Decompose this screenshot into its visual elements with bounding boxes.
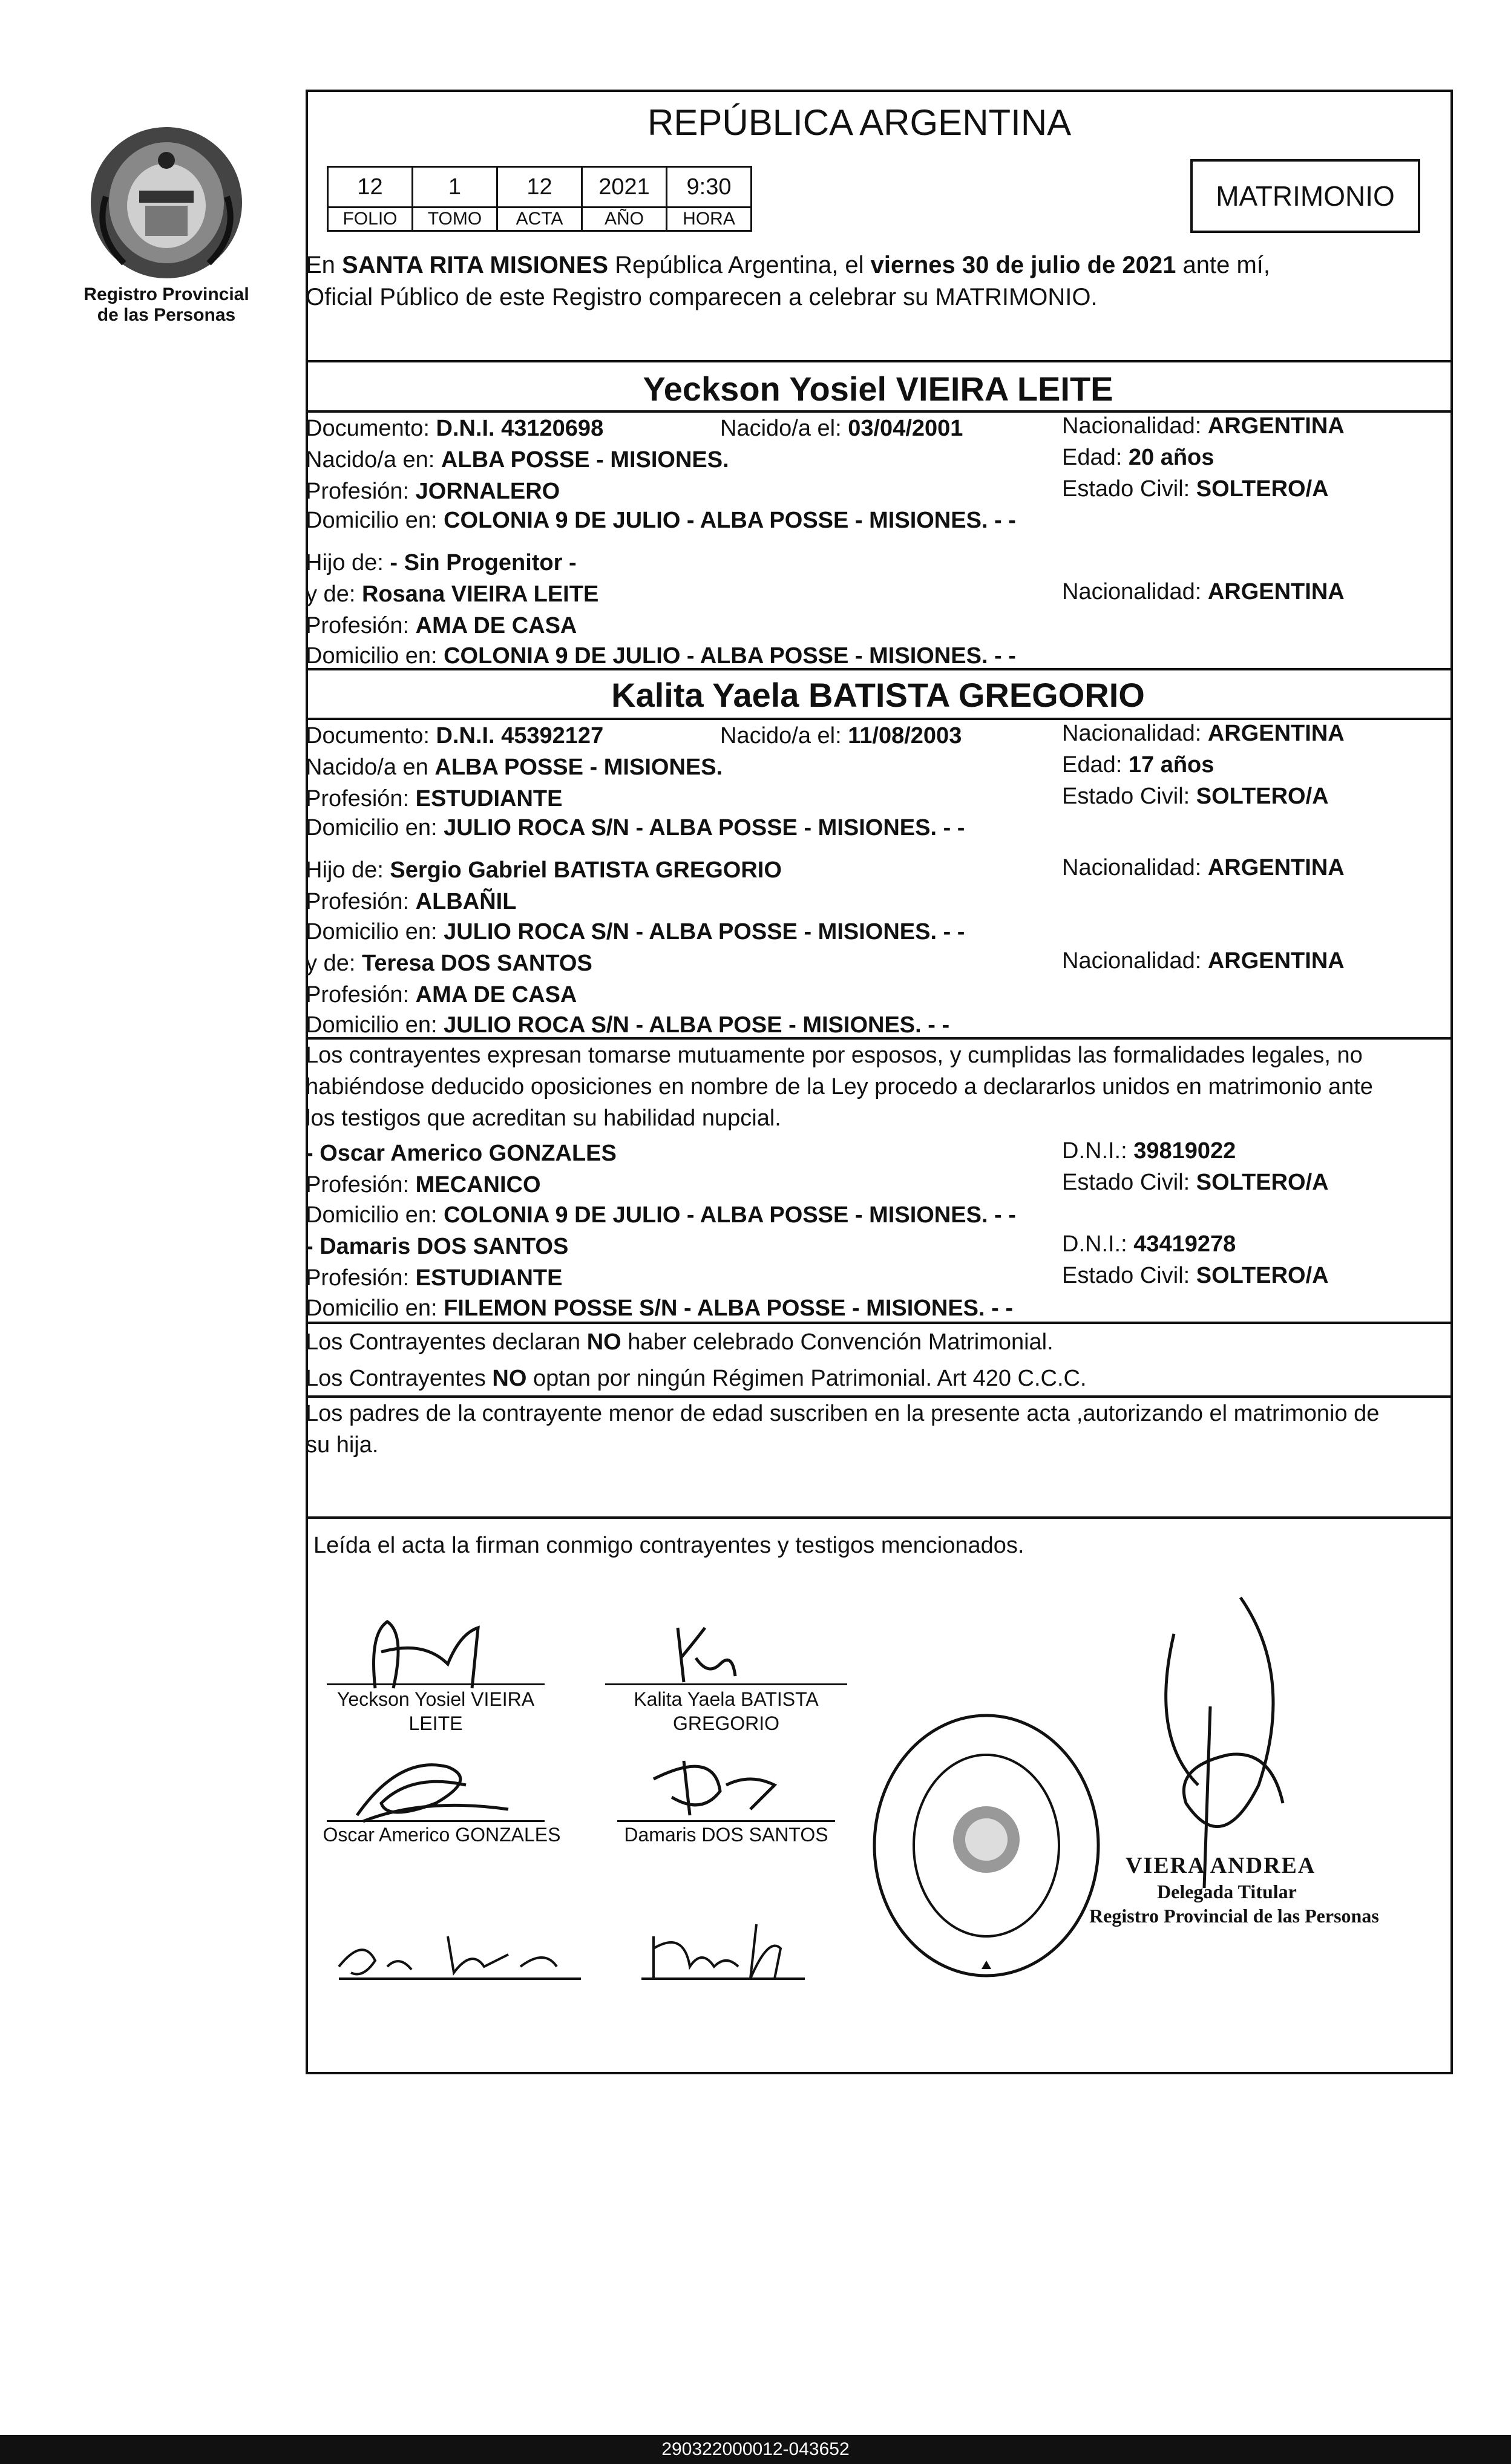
folio-label: FOLIO: [328, 208, 413, 231]
label: Estado Civil:: [1062, 476, 1196, 502]
caption-line: Yeckson Yosiel VIEIRA: [336, 1688, 535, 1710]
value: ESTUDIANTE: [415, 1265, 563, 1291]
signature-line: [605, 1683, 847, 1685]
convention-line1: [306, 1326, 1054, 1358]
label: D.N.I.:: [1062, 1138, 1134, 1164]
label: Nacido/a el:: [720, 723, 848, 749]
bride-civil: [1062, 781, 1329, 812]
intro-text: ante mí,: [1176, 252, 1271, 278]
groom-signature-icon: [327, 1597, 545, 1694]
witness1-name: - Oscar Americo GONZALES: [306, 1141, 617, 1166]
witness1-profession: [306, 1169, 541, 1201]
intro-text: República Argentina, el: [608, 252, 871, 278]
value: 17 años: [1128, 752, 1214, 778]
signature-line: [617, 1820, 835, 1822]
value: MECANICO: [415, 1172, 541, 1198]
folio-value: 12: [328, 167, 413, 208]
bride-born: [720, 720, 962, 752]
label: Nacido/a el:: [720, 416, 848, 441]
signature-line: [327, 1683, 545, 1685]
intro-text: En: [306, 252, 343, 278]
text: haber celebrado Convención Matrimonial.: [621, 1329, 1054, 1355]
label: Profesión:: [306, 479, 416, 504]
label: Documento:: [306, 416, 436, 441]
label: Profesión:: [306, 1172, 416, 1198]
value: JULIO ROCA S/N - ALBA POSSE - MISIONES. - -: [444, 919, 965, 945]
groom-document: [306, 413, 603, 444]
value: Oscar Americo GONZALES: [320, 1141, 617, 1166]
witness2-signature-icon: [629, 1743, 811, 1821]
divider: [306, 668, 1450, 670]
witness2-profession: [306, 1262, 562, 1294]
value: 39819022: [1133, 1138, 1236, 1164]
closing-statement: Leída el acta la firman conmigo contrayentes y testigos mencionados.: [313, 1533, 1024, 1558]
groom-profession: [306, 476, 560, 507]
groom-nat-value: ARGENTINA: [1207, 413, 1345, 439]
value: AMA DE CASA: [415, 982, 577, 1008]
parents-note-line1: Los padres de la contrayente menor de edad suscriben en la presente acta ,autorizando el matrimonio de: [306, 1401, 1380, 1426]
bride-mother-profession: [306, 979, 577, 1011]
label: Domicilio en:: [306, 1202, 444, 1228]
divider: [306, 360, 1450, 362]
value: FILEMON POSSE S/N - ALBA POSSE - MISIONES. - -: [444, 1296, 1014, 1321]
intro-line2: Oficial Público de este Registro comparecen a celebrar su MATRIMONIO.: [306, 284, 1098, 310]
father-signature-icon: [327, 1912, 593, 1991]
footer-barcode-text: 290322000012-043652: [0, 2435, 1511, 2464]
anio-value: 2021: [582, 167, 667, 208]
witness1-civil: [1062, 1167, 1329, 1198]
value: COLONIA 9 DE JULIO - ALBA POSSE - MISIONES. - -: [444, 643, 1016, 669]
groom-birthdate: 03/04/2001: [848, 416, 963, 441]
label: Edad:: [1062, 445, 1129, 470]
bride-nationality: [1062, 718, 1345, 749]
registry-logo: [88, 124, 245, 281]
value: ARGENTINA: [1207, 855, 1345, 880]
value: Damaris DOS SANTOS: [320, 1234, 569, 1259]
intro-date: viernes 30 de julio de 2021: [870, 252, 1176, 278]
value: SOLTERO/A: [1196, 1263, 1329, 1288]
value: 43419278: [1133, 1231, 1236, 1257]
value: AMA DE CASA: [415, 613, 577, 638]
bride-birthdate: 11/08/2003: [848, 723, 962, 749]
registry-index-table: [327, 166, 752, 232]
label: Profesión:: [306, 1265, 416, 1291]
mother-signature-icon: [635, 1912, 817, 1991]
groom-born: [720, 413, 963, 444]
label: Nacionalidad:: [1062, 948, 1208, 974]
value: ESTUDIANTE: [415, 786, 563, 811]
anio-label: AÑO: [582, 208, 667, 231]
label: Nacionalidad:: [1062, 721, 1208, 746]
intro-place: SANTA RITA MISIONES: [342, 252, 609, 278]
signature-line: [327, 1820, 545, 1822]
value: ALBA POSSE - MISIONES.: [434, 755, 723, 780]
caption-line: LEITE: [408, 1712, 463, 1734]
label: Nacido/a en:: [306, 447, 441, 473]
label: y de:: [306, 951, 362, 976]
groom-mother-profession: [306, 610, 577, 641]
groom-age: [1062, 442, 1214, 473]
bride-document: [306, 720, 603, 752]
label: Domicilio en:: [306, 1296, 444, 1321]
value: JULIO ROCA S/N - ALBA POSE - MISIONES. - -: [444, 1012, 950, 1038]
groom-mother-nationality: [1062, 576, 1345, 608]
bride-father-nationality: [1062, 852, 1345, 883]
witness1-signature-caption: Oscar Americo GONZALES: [323, 1824, 561, 1846]
official-office: Registro Provincial de las Personas: [1089, 1905, 1379, 1927]
label: Profesión:: [306, 982, 416, 1008]
witness1-dni: [1062, 1135, 1236, 1167]
tomo-label: TOMO: [413, 208, 497, 231]
groom-civil: [1062, 473, 1329, 505]
label: Nacionalidad:: [1062, 579, 1208, 605]
label: Domicilio en:: [306, 508, 444, 533]
value: ARGENTINA: [1207, 721, 1345, 746]
witness1-domicile: [306, 1199, 1016, 1231]
bride-father-profession: [306, 886, 516, 917]
value: JULIO ROCA S/N - ALBA POSSE - MISIONES. - -: [444, 815, 965, 840]
bride-name: Kalita Yaela BATISTA GREGORIO: [611, 676, 1145, 714]
page-title: REPÚBLICA ARGENTINA: [647, 102, 1072, 143]
groom-name: Yeckson Yosiel VIEIRA LEITE: [643, 370, 1113, 408]
bride-mother: [306, 948, 592, 979]
value: Teresa DOS SANTOS: [361, 951, 592, 976]
label: y de:: [306, 582, 362, 607]
hora-value: 9:30: [667, 167, 752, 208]
logo-caption-line2: de las Personas: [97, 305, 236, 325]
groom-domicile: [306, 505, 1016, 536]
text: optan por ningún Régimen Patrimonial. Art 420 C.C.C.: [526, 1366, 1087, 1391]
declaration-line2: habiéndose deducido oposiciones en nombre de la Ley procedo a declararlos unidos en matrimonio ante: [306, 1074, 1373, 1099]
label: Nacido/a en: [306, 755, 435, 780]
convention-line2: [306, 1363, 1087, 1394]
no-flag: NO: [492, 1366, 527, 1391]
groom-mother-value: Rosana VIEIRA LEITE: [361, 582, 599, 607]
label: Nacionalidad:: [1062, 855, 1208, 880]
groom-civil-value: SOLTERO/A: [1196, 476, 1329, 502]
label: Domicilio en:: [306, 643, 444, 669]
label: D.N.I.:: [1062, 1231, 1134, 1257]
groom-father: [306, 547, 577, 578]
label: Estado Civil:: [1062, 1263, 1196, 1288]
tomo-value: 1: [413, 167, 497, 208]
groom-mother: [306, 578, 598, 610]
bride-father: [306, 854, 782, 886]
label: Estado Civil:: [1062, 1170, 1196, 1195]
witness2-dni: [1062, 1228, 1236, 1260]
act-type-box: MATRIMONIO: [1190, 159, 1420, 233]
bride-domicile: [306, 812, 965, 844]
official-name: VIERA ANDREA: [1126, 1853, 1316, 1878]
acta-value: 12: [497, 167, 582, 208]
declaration-line3: los testigos que acreditan su habilidad nupcial.: [306, 1106, 781, 1131]
groom-mother-domicile: [306, 640, 1016, 672]
groom-age-value: 20 años: [1128, 445, 1214, 470]
label: Documento:: [306, 723, 436, 749]
bride-mother-nationality: [1062, 945, 1345, 977]
label: Hijo de:: [306, 550, 390, 575]
label: Hijo de:: [306, 857, 390, 883]
bride-signature-icon: [605, 1610, 847, 1688]
label: Nacionalidad:: [1062, 413, 1208, 439]
hora-label: HORA: [667, 208, 752, 231]
groom-dni: D.N.I. 43120698: [436, 416, 604, 441]
divider: [306, 1322, 1450, 1324]
witness2-domicile: [306, 1293, 1013, 1324]
bride-profession: [306, 783, 562, 814]
parents-note-line2: su hija.: [306, 1432, 379, 1458]
value: ALBAÑIL: [415, 889, 517, 914]
no-flag: NO: [586, 1329, 621, 1355]
witness2-name: - Damaris DOS SANTOS: [306, 1234, 569, 1259]
registry-stamp-icon: [865, 1706, 1107, 1985]
caption-line: GREGORIO: [672, 1712, 779, 1734]
bride-age: [1062, 749, 1214, 781]
label: Edad:: [1062, 752, 1129, 778]
groom-birthplace-value: ALBA POSSE - MISIONES.: [441, 447, 729, 473]
logo-caption-line1: Registro Provincial: [84, 284, 249, 304]
official-title: Delegada Titular: [1157, 1881, 1297, 1902]
province-seal-icon: [88, 124, 245, 281]
value: Sergio Gabriel BATISTA GREGORIO: [390, 857, 782, 883]
acta-label: ACTA: [497, 208, 582, 231]
witness2-civil: [1062, 1260, 1329, 1291]
groom-birthplace: [306, 444, 729, 476]
divider: [306, 1516, 1450, 1519]
label: Profesión:: [306, 889, 416, 914]
value: ARGENTINA: [1207, 948, 1345, 974]
label: Profesión:: [306, 786, 416, 811]
bride-dni: D.N.I. 45392127: [436, 723, 604, 749]
caption-line: Kalita Yaela BATISTA: [634, 1688, 819, 1710]
declaration-line1: Los contrayentes expresan tomarse mutuamente por esposos, y cumplidas las formalidades legales, no: [306, 1043, 1363, 1068]
groom-prof-value: JORNALERO: [415, 479, 560, 504]
bride-father-domicile: [306, 916, 965, 948]
logo-caption: [67, 284, 266, 326]
witness1-signature-icon: [327, 1743, 557, 1827]
label: Domicilio en:: [306, 919, 444, 945]
value: COLONIA 9 DE JULIO - ALBA POSSE - MISIONES. - -: [444, 1202, 1016, 1228]
bride-birthplace: [306, 752, 723, 783]
groom-nationality: [1062, 410, 1345, 442]
value: ARGENTINA: [1207, 579, 1345, 605]
text: Los Contrayentes declaran: [306, 1329, 587, 1355]
value: SOLTERO/A: [1196, 1170, 1329, 1195]
label: Domicilio en:: [306, 1012, 444, 1038]
groom-signature-caption: [315, 1687, 557, 1735]
bride-signature-caption: [605, 1687, 847, 1735]
text: Los Contrayentes: [306, 1366, 493, 1391]
intro-line1: [306, 249, 1270, 281]
groom-father-value: - Sin Progenitor -: [390, 550, 577, 575]
label: Domicilio en:: [306, 815, 444, 840]
label: Estado Civil:: [1062, 784, 1196, 809]
label: Profesión:: [306, 613, 416, 638]
witness2-signature-caption: Damaris DOS SANTOS: [624, 1824, 828, 1846]
value: SOLTERO/A: [1196, 784, 1329, 809]
groom-dom-value: COLONIA 9 DE JULIO - ALBA POSSE - MISIONES. - -: [444, 508, 1016, 533]
bride-mother-domicile: [306, 1009, 949, 1041]
